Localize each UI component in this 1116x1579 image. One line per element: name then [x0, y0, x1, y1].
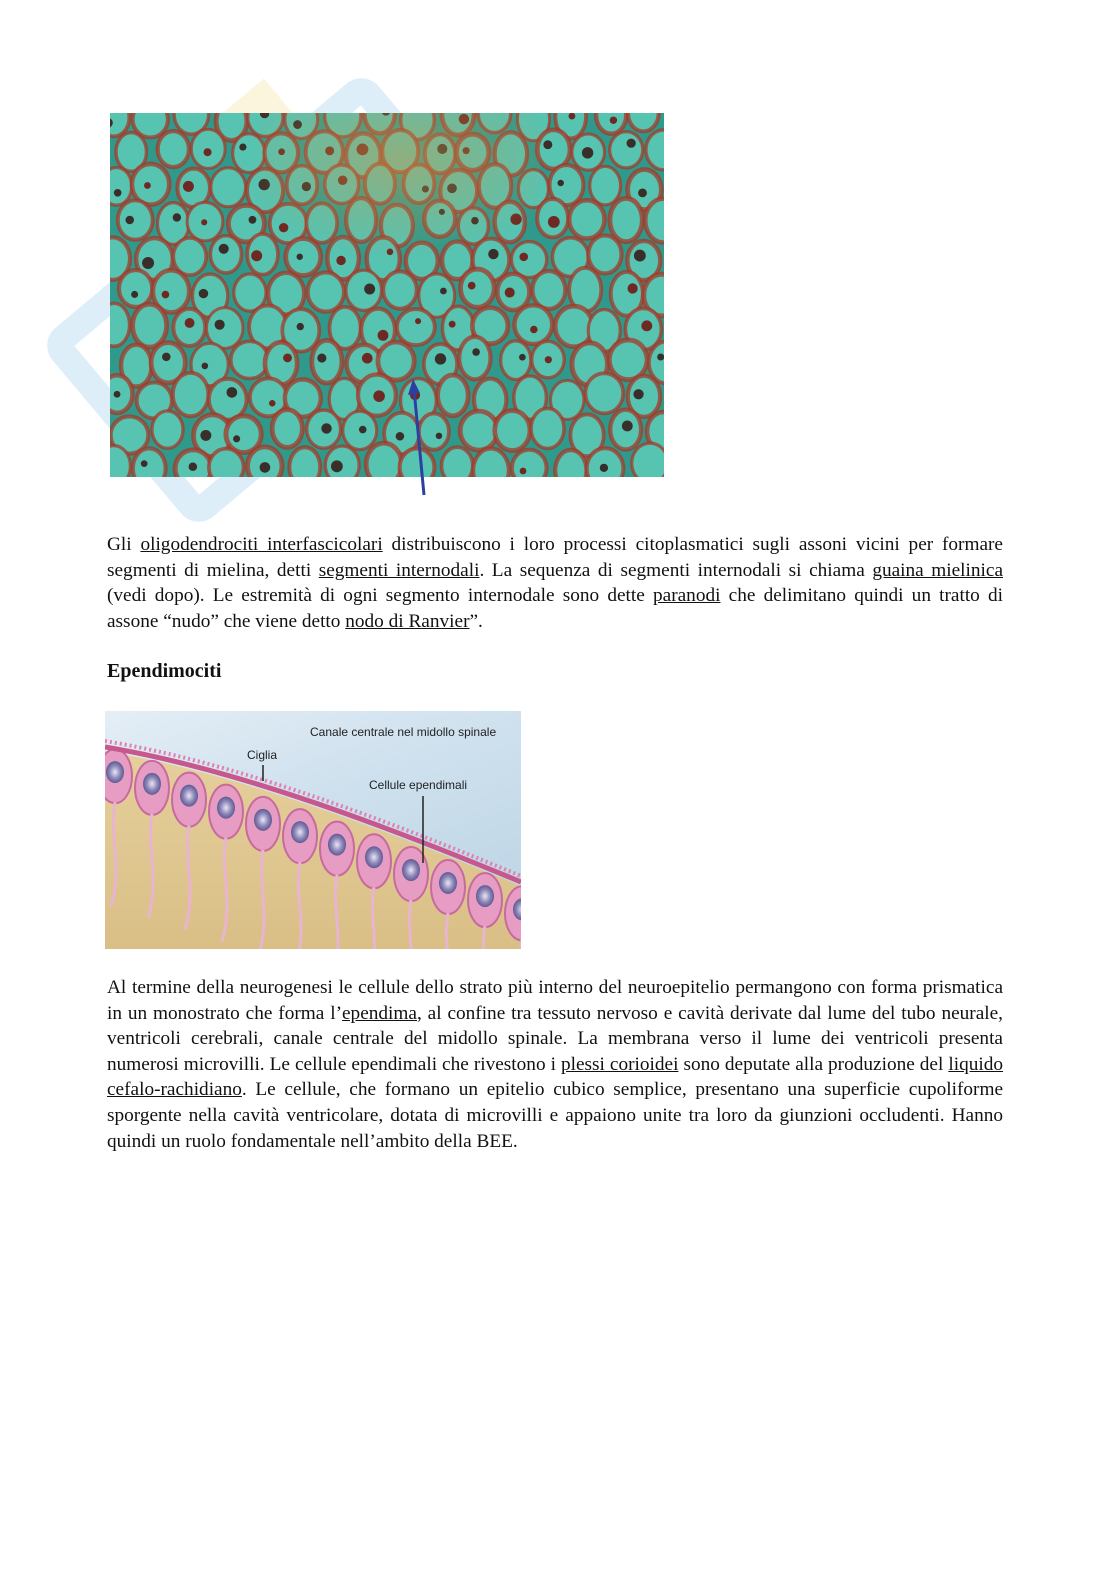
- pointer-arrow-icon: [400, 375, 440, 500]
- paragraph-oligodendrocytes: Gli oligodendrociti interfascicolari distribuiscono i loro processi citoplasmatici sugli assoni vicini per formare segmenti di mielina, detti segmenti internodali. La sequenza di segmenti internodali si chiama guaina mielinica (vedi dopo). Le estremità di ogni segmento internodale sono dette paranodi che delimitano quindi un tratto di assone “nudo” che viene detto nodo di Ranvier”.: [107, 534, 1004, 632]
- section-heading: Ependimociti: [107, 660, 222, 682]
- micrograph-image: [110, 113, 664, 477]
- label-cellule-ependimali: Cellule ependimali: [369, 778, 468, 792]
- ependymal-cells-illustration: [105, 711, 521, 949]
- label-ciglia: Ciglia: [247, 748, 278, 762]
- term-liquido-cefalo-rachidiano: liquido cefalo-rachidiano: [107, 1053, 1003, 1101]
- term-ependima: ependima: [342, 1002, 417, 1024]
- term-paranodi: paranodi: [653, 585, 721, 607]
- diagram-title: Canale centrale nel midollo spinale: [310, 725, 497, 739]
- term-guaina-mielinica: guaina mielinica: [872, 559, 1003, 581]
- term-plessi-corioidei: plessi corioidei: [560, 1053, 679, 1075]
- term-nodo-di-ranvier: nodo di Ranvier: [345, 610, 470, 632]
- term-segmenti-internodali: segmenti internodali: [318, 559, 480, 581]
- paragraph-ependymocytes: Al termine della neurogenesi le cellule dello strato più interno del neuroepitelio permangono con forma prismatica in un monostrato che forma l’ependima, al confine tra tessuto nervoso e cavità derivate dal lume del tubo neurale, ventricoli cerebrali, canale centrale del midollo spinale. La membrana verso il lume dei ventricoli presenta numerosi microvilli. Le cellule ependimali che rivestono i plessi corioidei sono deputate alla produzione del liquido cefalo-rachidiano. Le cellule, che formano un epitelio cubico semplice, presentano una superficie cupoliforme sporgente nella cavità ventricolare, dotata di microvilli e appaiono unite tra loro da giunzioni occludenti. Hanno quindi un ruolo fondamentale nell’ambito della BEE.: [107, 977, 1004, 1152]
- term-oligodendrociti-interfascicolari: oligodendrociti interfascicolari: [140, 534, 383, 555]
